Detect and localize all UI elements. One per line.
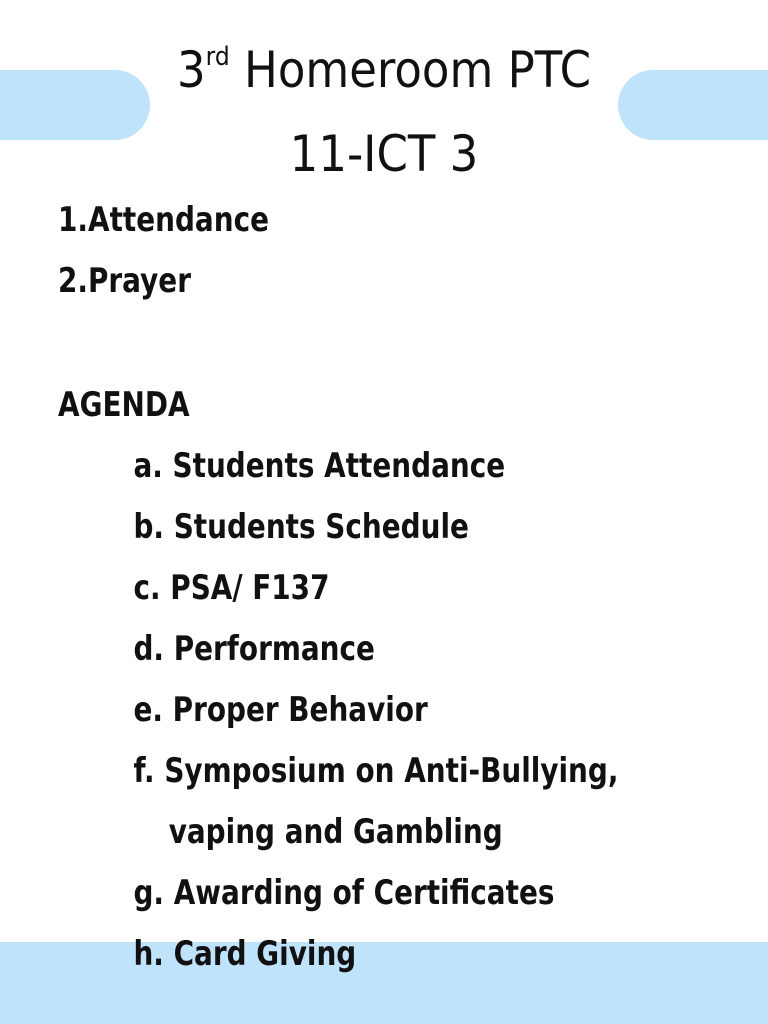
agenda-item-a: a. Students Attendance — [133, 446, 506, 486]
title-line-1 — [38, 28, 729, 112]
agenda-heading: AGENDA — [58, 385, 190, 425]
agenda-item-e: e. Proper Behavior — [133, 690, 428, 730]
title-text: Homeroom PTC — [229, 41, 592, 99]
title-ordinal-suffix: rd — [205, 42, 230, 72]
agenda-item-g: g. Awarding of Certificates — [133, 873, 555, 913]
slide-body — [58, 190, 618, 985]
title-line-2: 11-ICT 3 — [289, 125, 479, 183]
title-ordinal-number: 3 — [176, 41, 206, 99]
agenda-item-b: b. Students Schedule — [133, 507, 469, 547]
slide-title — [38, 28, 729, 196]
agenda-item-d: d. Performance — [133, 629, 375, 669]
agenda-item-h: h. Card Giving — [133, 934, 357, 974]
numbered-item-prayer: 2.Prayer — [58, 261, 191, 301]
agenda-item-f: f. Symposium on Anti-Bullying, — [133, 751, 619, 791]
numbered-item-attendance: 1.Attendance — [58, 200, 270, 240]
blank-line — [58, 312, 618, 375]
agenda-item-c: c. PSA/ F137 — [133, 568, 330, 608]
agenda-item-f-continuation: vaping and Gambling — [168, 812, 503, 852]
